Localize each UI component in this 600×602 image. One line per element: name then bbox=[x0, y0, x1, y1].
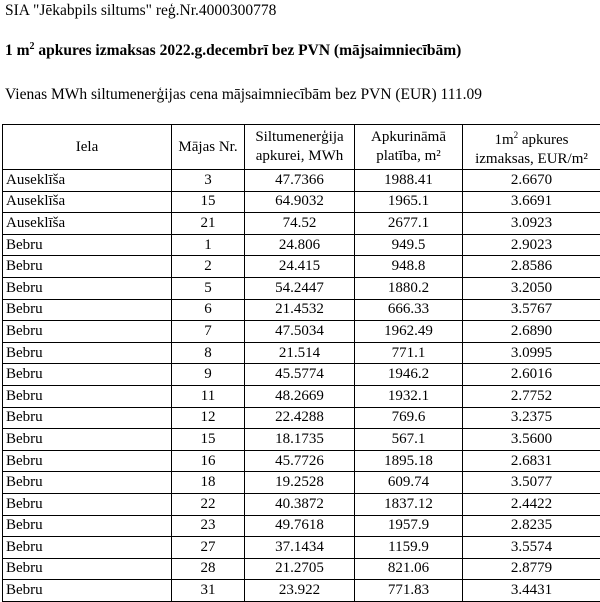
cell-cost: 3.0995 bbox=[463, 342, 600, 364]
cell-street: Bebru bbox=[3, 234, 172, 256]
cell-street: Bebru bbox=[3, 364, 172, 386]
cell-street: Bebru bbox=[3, 537, 172, 559]
cell-house-number: 3 bbox=[172, 170, 245, 192]
cell-street: Bebru bbox=[3, 385, 172, 407]
cell-house-number: 9 bbox=[172, 364, 245, 386]
cell-cost: 2.6670 bbox=[463, 170, 600, 192]
header-cost-sup: 2 bbox=[514, 130, 519, 140]
header-energy bbox=[245, 125, 355, 170]
cell-house-number: 12 bbox=[172, 407, 245, 429]
cell-street: Bebru bbox=[3, 450, 172, 472]
cell-cost: 3.5574 bbox=[463, 537, 600, 559]
table-row bbox=[3, 364, 600, 386]
cell-area: 769.6 bbox=[355, 407, 463, 429]
header-cost-post: apkures bbox=[518, 132, 568, 148]
cell-street: Auseklīša bbox=[3, 191, 172, 213]
cell-street: Bebru bbox=[3, 472, 172, 494]
cell-energy: 45.5774 bbox=[245, 364, 355, 386]
document-title bbox=[5, 41, 461, 60]
cell-energy: 21.4532 bbox=[245, 299, 355, 321]
table-row bbox=[3, 580, 600, 602]
cell-house-number: 1 bbox=[172, 234, 245, 256]
price-line: Vienas MWh siltumenerģijas cena mājsaimniecībām bez PVN (EUR) 111.09 bbox=[5, 86, 482, 104]
cell-cost: 3.5077 bbox=[463, 472, 600, 494]
cell-energy: 18.1735 bbox=[245, 429, 355, 451]
heating-cost-table bbox=[2, 124, 600, 602]
cell-street: Bebru bbox=[3, 342, 172, 364]
cell-area: 567.1 bbox=[355, 429, 463, 451]
cell-house-number: 31 bbox=[172, 580, 245, 602]
table-row bbox=[3, 191, 600, 213]
company-name: SIA "Jēkabpils siltums" reģ.Nr.4000300778 bbox=[5, 2, 276, 20]
cell-street: Bebru bbox=[3, 256, 172, 278]
header-cost-pre: 1m bbox=[494, 132, 513, 148]
cell-house-number: 15 bbox=[172, 429, 245, 451]
cell-cost: 2.9023 bbox=[463, 234, 600, 256]
cell-street: Bebru bbox=[3, 515, 172, 537]
table-row bbox=[3, 170, 600, 192]
cell-area: 1932.1 bbox=[355, 385, 463, 407]
header-cost-line2: izmaksas, EUR/m² bbox=[475, 151, 588, 167]
cell-energy: 54.2447 bbox=[245, 277, 355, 299]
header-area-line1: Apkurināmā bbox=[371, 129, 446, 145]
cell-street: Bebru bbox=[3, 493, 172, 515]
cell-cost: 3.5600 bbox=[463, 429, 600, 451]
cell-street: Bebru bbox=[3, 299, 172, 321]
table-row bbox=[3, 558, 600, 580]
cell-cost: 2.6016 bbox=[463, 364, 600, 386]
cell-cost: 3.2375 bbox=[463, 407, 600, 429]
cell-cost: 3.2050 bbox=[463, 277, 600, 299]
cell-energy: 48.2669 bbox=[245, 385, 355, 407]
table-row bbox=[3, 450, 600, 472]
cell-energy: 21.2705 bbox=[245, 558, 355, 580]
title-suffix: apkures izmaksas 2022.g.decembrī bez PVN (mājsaimniecībām) bbox=[35, 42, 462, 59]
cell-area: 948.8 bbox=[355, 256, 463, 278]
cell-area: 1880.2 bbox=[355, 277, 463, 299]
table-row bbox=[3, 385, 600, 407]
cell-house-number: 2 bbox=[172, 256, 245, 278]
cell-cost: 2.7752 bbox=[463, 385, 600, 407]
table-header-row bbox=[3, 125, 600, 170]
cell-area: 1988.41 bbox=[355, 170, 463, 192]
cell-house-number: 15 bbox=[172, 191, 245, 213]
cell-area: 1946.2 bbox=[355, 364, 463, 386]
cell-area: 821.06 bbox=[355, 558, 463, 580]
cell-energy: 47.7366 bbox=[245, 170, 355, 192]
table-row bbox=[3, 407, 600, 429]
cell-cost: 3.6691 bbox=[463, 191, 600, 213]
cell-energy: 24.806 bbox=[245, 234, 355, 256]
table-row bbox=[3, 342, 600, 364]
cell-energy: 23.922 bbox=[245, 580, 355, 602]
cell-street: Auseklīša bbox=[3, 213, 172, 235]
table-row bbox=[3, 277, 600, 299]
cell-cost: 2.8235 bbox=[463, 515, 600, 537]
cell-house-number: 8 bbox=[172, 342, 245, 364]
header-energy-line2: apkurei, MWh bbox=[256, 148, 343, 164]
cell-house-number: 16 bbox=[172, 450, 245, 472]
cell-cost: 3.0923 bbox=[463, 213, 600, 235]
cell-area: 1837.12 bbox=[355, 493, 463, 515]
cell-street: Bebru bbox=[3, 429, 172, 451]
cell-energy: 24.415 bbox=[245, 256, 355, 278]
cell-energy: 22.4288 bbox=[245, 407, 355, 429]
cell-energy: 64.9032 bbox=[245, 191, 355, 213]
header-house-number: Mājas Nr. bbox=[172, 125, 245, 170]
cell-street: Bebru bbox=[3, 580, 172, 602]
cell-house-number: 6 bbox=[172, 299, 245, 321]
cell-area: 1965.1 bbox=[355, 191, 463, 213]
cell-cost: 3.4431 bbox=[463, 580, 600, 602]
title-superscript: 2 bbox=[30, 41, 35, 52]
table-row bbox=[3, 429, 600, 451]
table-row bbox=[3, 213, 600, 235]
header-street: Iela bbox=[3, 125, 172, 170]
table-row bbox=[3, 515, 600, 537]
cell-energy: 21.514 bbox=[245, 342, 355, 364]
table-row bbox=[3, 537, 600, 559]
cell-energy: 19.2528 bbox=[245, 472, 355, 494]
cell-cost: 2.8779 bbox=[463, 558, 600, 580]
cell-street: Bebru bbox=[3, 558, 172, 580]
header-cost bbox=[463, 125, 600, 170]
cell-house-number: 27 bbox=[172, 537, 245, 559]
table-row bbox=[3, 256, 600, 278]
cell-area: 609.74 bbox=[355, 472, 463, 494]
cell-house-number: 28 bbox=[172, 558, 245, 580]
cell-cost: 2.6890 bbox=[463, 321, 600, 343]
cell-house-number: 21 bbox=[172, 213, 245, 235]
cell-area: 666.33 bbox=[355, 299, 463, 321]
cell-street: Auseklīša bbox=[3, 170, 172, 192]
cell-area: 771.83 bbox=[355, 580, 463, 602]
header-energy-line1: Siltumenerģija bbox=[255, 129, 343, 145]
cell-house-number: 7 bbox=[172, 321, 245, 343]
cell-house-number: 18 bbox=[172, 472, 245, 494]
table-row bbox=[3, 321, 600, 343]
cell-cost: 3.5767 bbox=[463, 299, 600, 321]
cell-house-number: 11 bbox=[172, 385, 245, 407]
cell-house-number: 23 bbox=[172, 515, 245, 537]
cell-area: 2677.1 bbox=[355, 213, 463, 235]
cell-area: 1159.9 bbox=[355, 537, 463, 559]
header-area-line2: platība, m² bbox=[376, 148, 440, 164]
cell-street: Bebru bbox=[3, 277, 172, 299]
cell-energy: 49.7618 bbox=[245, 515, 355, 537]
cell-street: Bebru bbox=[3, 407, 172, 429]
table-row bbox=[3, 472, 600, 494]
cell-cost: 2.8586 bbox=[463, 256, 600, 278]
table-row bbox=[3, 234, 600, 256]
header-area bbox=[355, 125, 463, 170]
cell-area: 1895.18 bbox=[355, 450, 463, 472]
cell-energy: 47.5034 bbox=[245, 321, 355, 343]
cell-street: Bebru bbox=[3, 321, 172, 343]
table-row bbox=[3, 299, 600, 321]
table-row bbox=[3, 493, 600, 515]
cell-energy: 74.52 bbox=[245, 213, 355, 235]
cell-house-number: 5 bbox=[172, 277, 245, 299]
cell-area: 1962.49 bbox=[355, 321, 463, 343]
title-prefix: 1 m bbox=[5, 42, 30, 59]
cell-energy: 40.3872 bbox=[245, 493, 355, 515]
cell-area: 1957.9 bbox=[355, 515, 463, 537]
cell-house-number: 22 bbox=[172, 493, 245, 515]
cell-cost: 2.6831 bbox=[463, 450, 600, 472]
cell-energy: 37.1434 bbox=[245, 537, 355, 559]
cell-energy: 45.7726 bbox=[245, 450, 355, 472]
cell-area: 949.5 bbox=[355, 234, 463, 256]
cell-cost: 2.4422 bbox=[463, 493, 600, 515]
cell-area: 771.1 bbox=[355, 342, 463, 364]
